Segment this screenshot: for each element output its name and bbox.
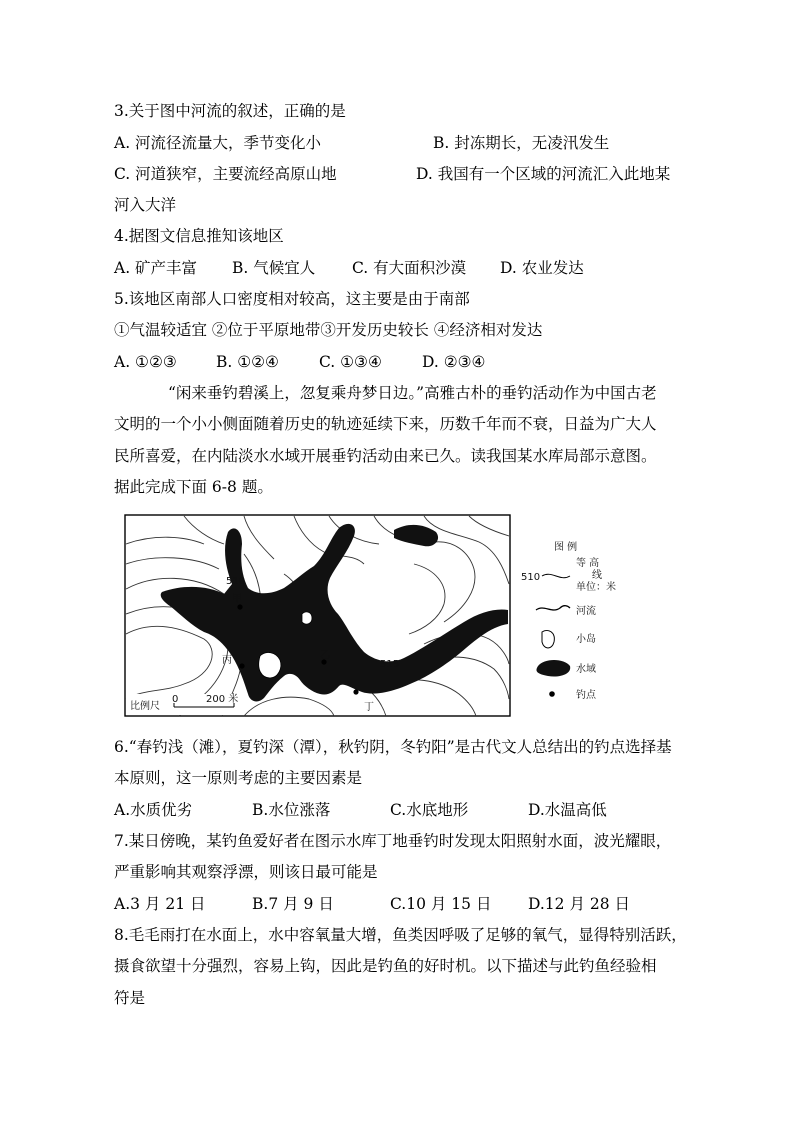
reservoir-map [124, 514, 632, 718]
legend-fishing-point: 钓点 [576, 690, 596, 701]
q4-option-c: C. 有大面积沙漠 [352, 259, 467, 277]
map-legend [521, 540, 616, 701]
scale-bar [126, 692, 244, 715]
q5-stem: 5.该地区南部人口密度相对较高，这主要是由于南部 [114, 290, 470, 308]
q5-option-c: C. ①③④ [319, 353, 382, 371]
passage-line-1: “闲来垂钓碧溪上，忽复乘舟梦日边。”高雅古朴的垂钓活动作为中国古老 [168, 384, 657, 402]
fishing-point-bing [239, 663, 244, 668]
q4-option-d: D. 农业发达 [500, 259, 584, 277]
q6-option-b: B.水位涨落 [252, 801, 331, 819]
legend-water-symbol [536, 660, 570, 677]
legend-contour-unit: 单位：米 [576, 582, 616, 593]
q3-option-d-continued: 河入大洋 [114, 196, 177, 214]
point-label-jia: 甲 [232, 594, 242, 605]
q7-option-d: D.12 月 28 日 [528, 895, 631, 913]
point-label-ding: 丁 [364, 702, 374, 713]
scale-label: 比例尺 [130, 701, 160, 712]
q4-option-a: A. 矿产丰富 [114, 259, 198, 277]
fishing-point-ding [353, 689, 358, 694]
q6-option-c: C.水底地形 [390, 801, 469, 819]
q4-option-b: B. 气候宜人 [232, 259, 316, 277]
legend-river-symbol [536, 606, 570, 610]
passage-line-3: 民所喜爱，在内陆淡水水域开展垂钓活动由来已久。读我国某水库局部示意图。 [114, 447, 657, 465]
q5-option-d: D. ②③④ [422, 353, 486, 371]
q3-option-c: C. 河道狭窄，主要流经高原山地 [114, 165, 337, 183]
contour-label-510: 510 [226, 576, 246, 587]
fishing-point-jia [237, 604, 242, 609]
legend-contour-symbol [542, 574, 570, 577]
point-label-bing: 丙 [222, 655, 232, 666]
point-label-yi: 乙 [320, 650, 330, 661]
q5-option-b: B. ①②④ [216, 353, 279, 371]
scale-value: 200 米 [206, 694, 239, 705]
legend-water: 水域 [576, 664, 596, 675]
scale-zero: 0 [172, 694, 179, 705]
q7-stem-line-2: 严重影响其观察浮漂，则该日最可能是 [114, 863, 378, 881]
q5-option-a: A. ①②③ [114, 353, 177, 371]
legend-contour-name: 等 高 [576, 558, 600, 569]
legend-island-symbol [542, 630, 554, 648]
q5-items: ①气温较适宜 ②位于平原地带③开发历史较长 ④经济相对发达 [114, 321, 543, 339]
q6-stem-line-2: 本原则，这一原则考虑的主要因素是 [114, 769, 363, 787]
passage-line-2: 文明的一个小小侧面随着历史的轨迹延续下来，历数千年而不衰，日益为广大人 [114, 415, 657, 433]
q6-stem-line-1: 6.“春钓浅（滩），夏钓深（潭），秋钓阴，冬钓阳”是古代文人总结出的钓点选择基 [114, 738, 672, 756]
q6-option-a: A.水质优劣 [114, 801, 193, 819]
q8-stem-line-2: 摄食欲望十分强烈，容易上钩，因此是钓鱼的好时机。以下描述与此钓鱼经验相 [114, 957, 657, 975]
passage-line-4: 据此完成下面 6-8 题。 [114, 478, 273, 496]
q3-option-a: A. 河流径流量大，季节变化小 [114, 134, 322, 152]
q3-option-d: D. 我国有一个区域的河流汇入此地某 [416, 165, 671, 183]
legend-river: 河流 [576, 606, 596, 617]
q6-option-d: D.水温高低 [528, 801, 607, 819]
q7-option-c: C.10 月 15 日 [390, 895, 492, 913]
legend-contour-name-2: 线 [592, 570, 602, 581]
legend-contour-value: 510 [521, 572, 541, 583]
q7-stem-line-1: 7.某日傍晚，某钓鱼爱好者在图示水库丁地垂钓时发现太阳照射水面，波光耀眼， [114, 832, 672, 850]
q4-stem: 4.据图文信息推知该地区 [114, 227, 284, 245]
q7-option-a: A.3 月 21 日 [114, 895, 206, 913]
contour-label-515: 515 [380, 659, 400, 670]
q3-stem: 3.关于图中河流的叙述，正确的是 [114, 102, 346, 120]
q7-option-b: B.7 月 9 日 [252, 895, 334, 913]
legend-fishing-point-symbol [549, 691, 555, 697]
legend-island: 小岛 [576, 634, 596, 645]
q8-stem-line-3: 符是 [114, 989, 146, 1007]
legend-title: 图 例 [554, 542, 578, 553]
q8-stem-line-1: 8.毛毛雨打在水面上，水中容氧量大增，鱼类因呼吸了足够的氧气，显得特别活跃， [114, 926, 687, 944]
q3-option-b: B. 封冻期长，无凌汛发生 [433, 134, 610, 152]
